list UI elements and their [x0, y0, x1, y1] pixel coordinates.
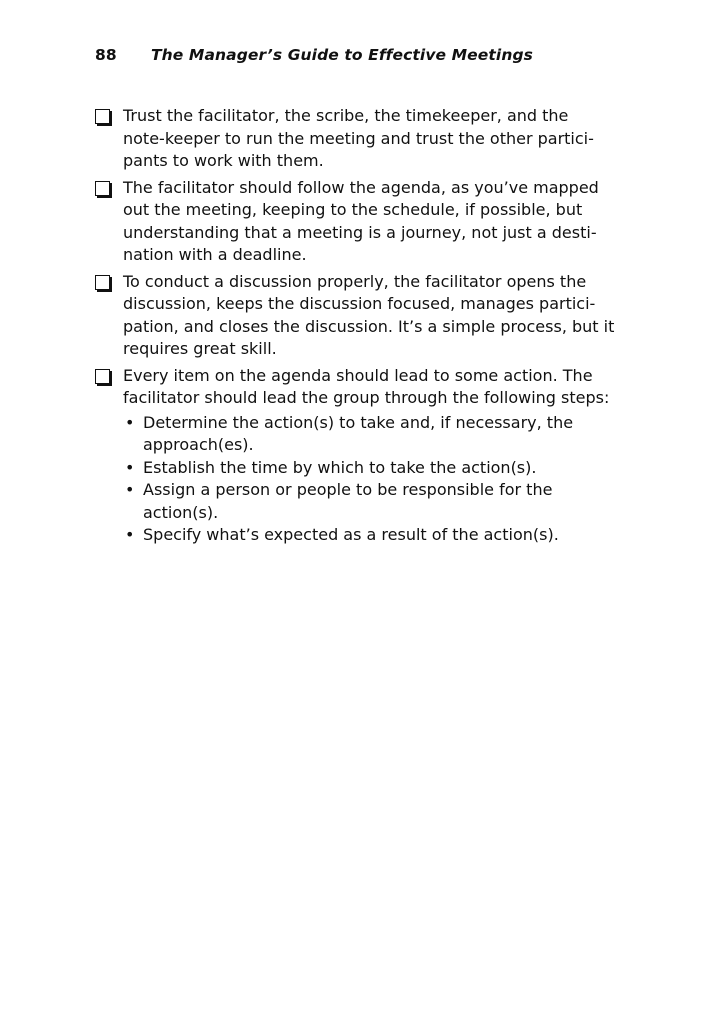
checklist-item — [95, 105, 615, 173]
checkbox-icon — [95, 275, 110, 290]
checkbox-icon — [95, 181, 110, 196]
page-content — [95, 105, 615, 551]
checkbox-icon — [95, 109, 110, 124]
bullet-icon: • — [125, 480, 135, 499]
bullet-icon: • — [125, 525, 135, 544]
checklist-item — [95, 271, 615, 361]
checklist-item — [95, 177, 615, 267]
steps-list — [123, 412, 615, 547]
step-text: Establish the time by which to take the action(s). — [143, 457, 537, 477]
checklist-item-text: To conduct a discussion properly, the facilitator opens the discussion, keeps the discussion focused, manages partici-pation, and closes the discussion. It’s a simple process, but it requires great skill. — [123, 271, 615, 358]
book-title: The Manager’s Guide to Effective Meetings — [151, 46, 533, 64]
step-item — [123, 412, 615, 457]
step-item — [123, 479, 615, 524]
step-text: Specify what’s expected as a result of the action(s). — [143, 525, 559, 544]
page-number: 88 — [95, 46, 117, 64]
checkbox-icon — [95, 369, 110, 384]
checklist-item-text: The facilitator should follow the agenda, as you’ve mapped out the meeting, keeping to the schedule, if possible, but understanding that a meeting is a journey, not just a desti-nation with a deadline. — [123, 177, 599, 264]
bullet-icon: • — [125, 412, 135, 432]
step-item — [123, 457, 615, 480]
checklist-item-text: Trust the facilitator, the scribe, the timekeeper, and the note-keeper to run the meeting and trust the other partici-pants to work with them. — [123, 106, 594, 170]
checklist-item-text: Every item on the agenda should lead to some action. The facilitator should lead the group through the following steps: — [123, 365, 610, 407]
checklist-item — [95, 365, 615, 547]
step-text: Assign a person or people to be responsible for the action(s). — [143, 480, 553, 522]
step-item — [123, 524, 615, 547]
step-text: Determine the action(s) to take and, if necessary, the approach(es). — [143, 412, 574, 454]
bullet-icon: • — [125, 457, 135, 477]
running-header — [95, 46, 533, 64]
